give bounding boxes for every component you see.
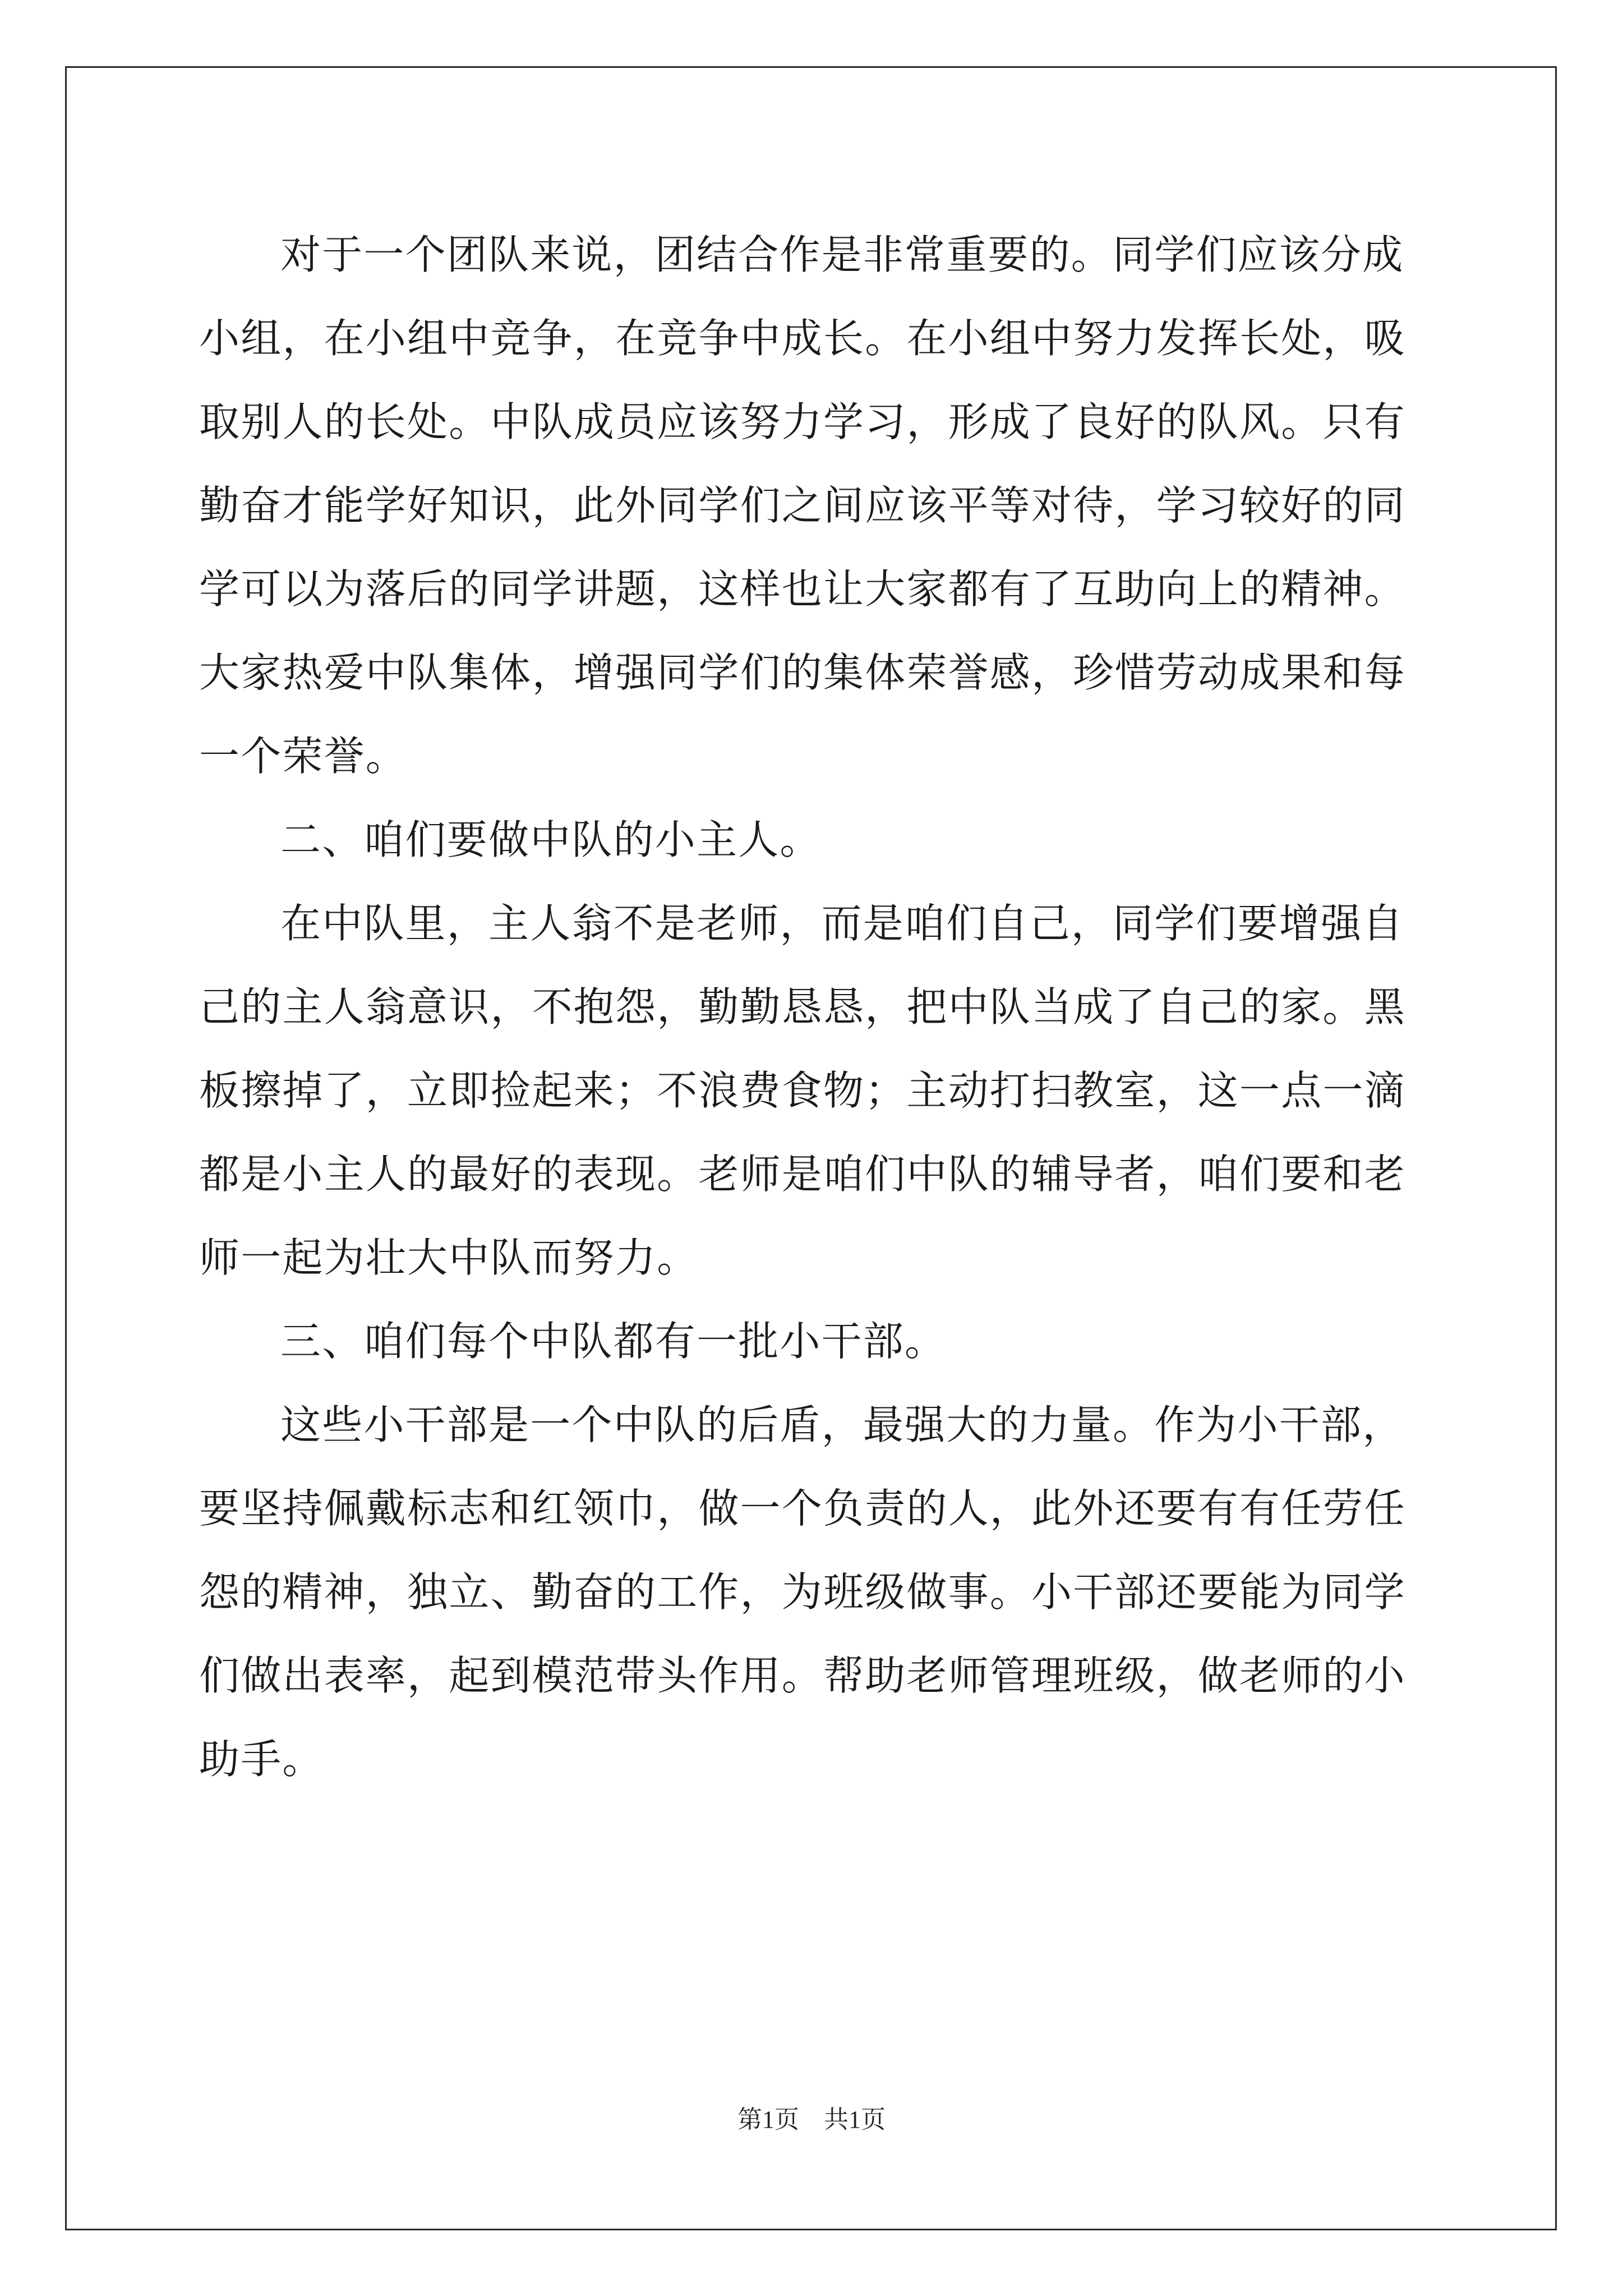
paragraph-class-cadres: 这些小干部是一个中队的后盾，最强大的力量。作为小干部，要坚持佩戴标志和红领巾，做一个负责的人，此外还要有有任劳任怨的精神，独立、勤奋的工作，为班级做事。小干部还要能为同学们做出表率，起到模范带头作用。帮助老师管理班级，做老师的小助手。 bbox=[199, 1401, 1406, 1783]
page-number-footer: 第1页 共1页 bbox=[737, 2106, 886, 2133]
document-body bbox=[199, 213, 1427, 1801]
paragraph-teamwork: 对于一个团队来说，团结合作是非常重要的。同学们应该分成小组，在小组中竞争，在竞争中成长。在小组中努力发挥长处，吸取别人的长处。中队成员应该努力学习，形成了良好的队风。只有勤奋才能学好知识，此外同学们之间应该平等对待，学习较好的同学可以为落后的同学讲题，这样也让大家都有了互助向上的精神。大家热爱中队集体，增强同学们的集体荣誉感，珍惜劳动成果和每一个荣誉。 bbox=[199, 231, 1406, 780]
heading-section-three: 三、咱们每个中队都有一批小干部。 bbox=[280, 1318, 947, 1365]
paragraph-little-masters: 在中队里，主人翁不是老师，而是咱们自己，同学们要增强自己的主人翁意识，不抱怨，勤勤恳恳，把中队当成了自己的家。黑板擦掉了，立即捡起来；不浪费食物；主动打扫教室，这一点一滴都是小主人的最好的表现。老师是咱们中队的辅导者，咱们要和老师一起为壮大中队而努力。 bbox=[199, 900, 1406, 1281]
heading-section-two: 二、咱们要做中队的小主人。 bbox=[280, 816, 822, 863]
